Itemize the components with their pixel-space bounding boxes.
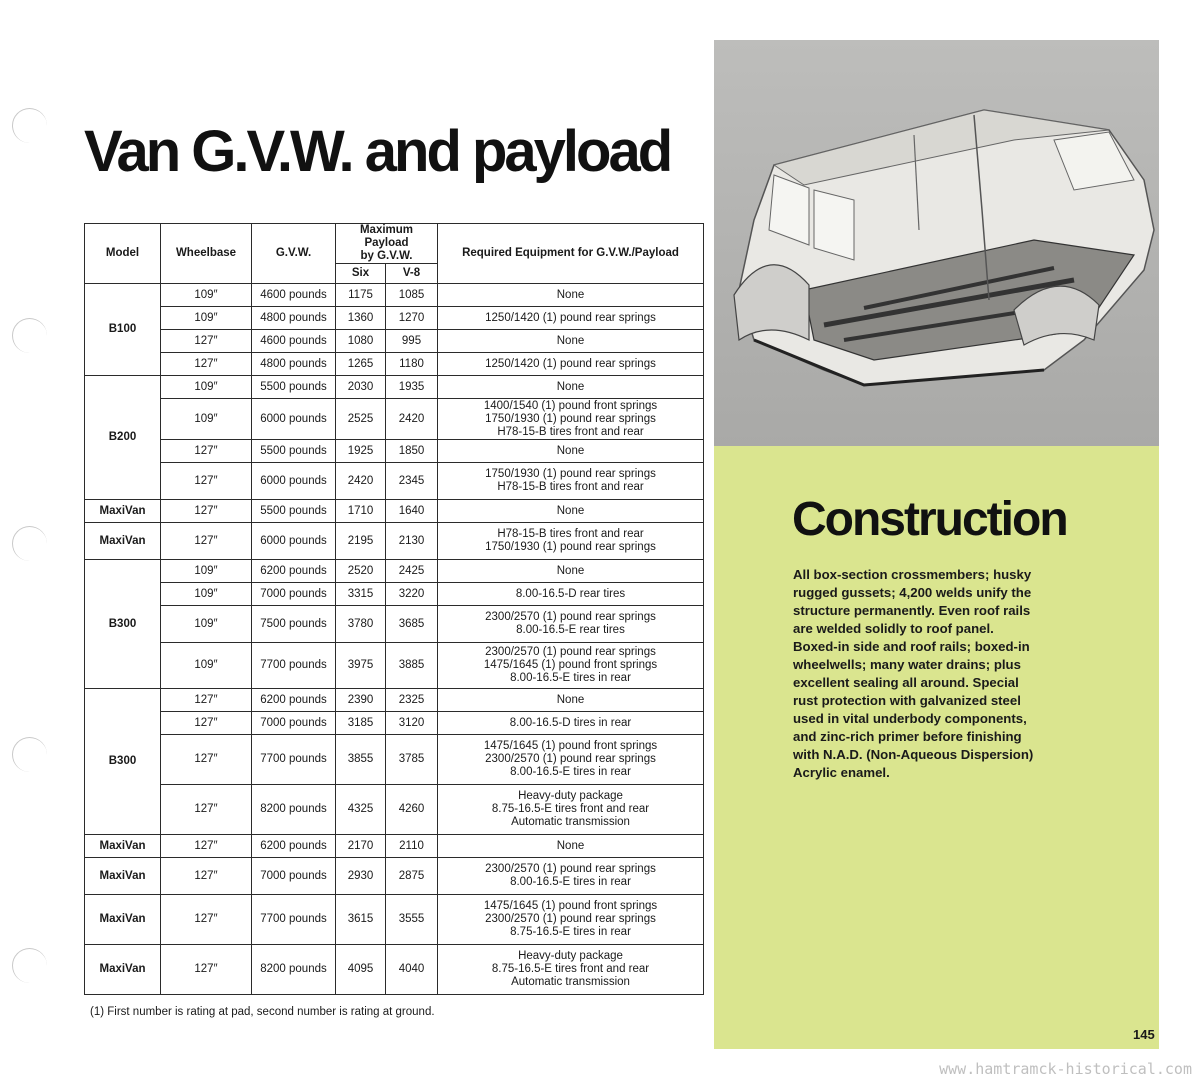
cell-payload-v8: 1180 [386,353,438,376]
cell-wheelbase: 127″ [161,330,252,353]
cell-payload-six: 1925 [336,440,386,463]
header-six: Six [336,264,386,284]
cell-equipment: None [438,689,704,712]
cell-payload-v8: 2325 [386,689,438,712]
cell-gvw: 7500 pounds [252,606,336,643]
cell-payload-six: 2170 [336,835,386,858]
cell-equipment: None [438,440,704,463]
cell-wheelbase: 109″ [161,560,252,583]
table-row [85,945,704,995]
cell-equipment: 1475/1645 (1) pound front springs 2300/2570 (1) pound rear springs 8.75-16.5-E tires in rear [438,895,704,945]
binder-hole [12,948,47,983]
table-row [85,463,704,500]
cell-wheelbase: 109″ [161,307,252,330]
cell-equipment: 1250/1420 (1) pound rear springs [438,353,704,376]
table-row [85,399,704,440]
binder-hole [12,108,47,143]
cell-equipment: Heavy-duty package 8.75-16.5-E tires front and rear Automatic transmission [438,785,704,835]
page-number: 145 [1133,1027,1155,1042]
cell-model: B200 [85,376,161,500]
table-row [85,523,704,560]
cell-payload-six: 3780 [336,606,386,643]
table-row [85,858,704,895]
cell-payload-v8: 3785 [386,735,438,785]
cell-wheelbase: 127″ [161,689,252,712]
cell-payload-v8: 3685 [386,606,438,643]
cell-payload-six: 3185 [336,712,386,735]
cell-gvw: 5500 pounds [252,376,336,399]
cell-payload-six: 1080 [336,330,386,353]
cell-equipment: Heavy-duty package 8.75-16.5-E tires front and rear Automatic transmission [438,945,704,995]
cell-equipment: 8.00-16.5-D tires in rear [438,712,704,735]
header-model: Model [85,224,161,284]
cell-payload-v8: 2345 [386,463,438,500]
table-row [85,500,704,523]
cell-wheelbase: 109″ [161,376,252,399]
cell-wheelbase: 127″ [161,785,252,835]
table-row [85,712,704,735]
van-body-photo [714,40,1159,446]
cell-wheelbase: 109″ [161,284,252,307]
cell-model: MaxiVan [85,523,161,560]
cell-gvw: 7000 pounds [252,712,336,735]
table-row [85,583,704,606]
cell-payload-six: 2930 [336,858,386,895]
cell-gvw: 8200 pounds [252,785,336,835]
cell-wheelbase: 109″ [161,606,252,643]
cell-wheelbase: 127″ [161,835,252,858]
cell-wheelbase: 127″ [161,945,252,995]
cell-equipment: 2300/2570 (1) pound rear springs 1475/1645 (1) pound front springs 8.00-16.5-E tires in rear [438,643,704,689]
cell-model: B100 [85,284,161,376]
cell-gvw: 5500 pounds [252,440,336,463]
cell-model: B300 [85,560,161,689]
cell-wheelbase: 127″ [161,712,252,735]
table-row [85,606,704,643]
cell-payload-v8: 3220 [386,583,438,606]
header-gvw: G.V.W. [252,224,336,284]
cell-model: MaxiVan [85,835,161,858]
header-wheelbase: Wheelbase [161,224,252,284]
cell-payload-v8: 1270 [386,307,438,330]
cell-wheelbase: 127″ [161,500,252,523]
cell-equipment: 2300/2570 (1) pound rear springs 8.00-16.5-E rear tires [438,606,704,643]
cell-payload-v8: 3555 [386,895,438,945]
cell-payload-v8: 1850 [386,440,438,463]
cell-equipment: 1475/1645 (1) pound front springs 2300/2570 (1) pound rear springs 8.00-16.5-E tires in rear [438,735,704,785]
cell-equipment: H78-15-B tires front and rear 1750/1930 (1) pound rear springs [438,523,704,560]
cell-equipment: 2300/2570 (1) pound rear springs 8.00-16.5-E tires in rear [438,858,704,895]
cell-payload-six: 4095 [336,945,386,995]
table-row [85,689,704,712]
cell-wheelbase: 109″ [161,583,252,606]
cell-gvw: 7000 pounds [252,858,336,895]
cell-equipment: 1750/1930 (1) pound rear springs H78-15-B tires front and rear [438,463,704,500]
binder-hole [12,737,47,772]
cell-payload-v8: 2420 [386,399,438,440]
table-row [85,307,704,330]
cell-equipment: None [438,330,704,353]
cell-wheelbase: 127″ [161,523,252,560]
table-row [85,785,704,835]
cell-payload-six: 2420 [336,463,386,500]
cell-equipment: None [438,284,704,307]
cell-wheelbase: 127″ [161,858,252,895]
cell-gvw: 7700 pounds [252,735,336,785]
table-row [85,835,704,858]
table-row [85,353,704,376]
cell-equipment: 8.00-16.5-D rear tires [438,583,704,606]
cell-gvw: 4800 pounds [252,353,336,376]
cell-payload-v8: 2110 [386,835,438,858]
cell-payload-six: 1265 [336,353,386,376]
cell-payload-six: 3975 [336,643,386,689]
cell-wheelbase: 127″ [161,735,252,785]
cell-payload-six: 3855 [336,735,386,785]
cell-wheelbase: 127″ [161,895,252,945]
van-body-shell-illustration [714,40,1159,446]
table-row [85,376,704,399]
cell-payload-v8: 995 [386,330,438,353]
cell-model: B300 [85,689,161,835]
cell-equipment: None [438,500,704,523]
cell-wheelbase: 109″ [161,399,252,440]
cell-wheelbase: 127″ [161,463,252,500]
cell-payload-six: 3615 [336,895,386,945]
cell-payload-six: 1710 [336,500,386,523]
cell-wheelbase: 127″ [161,353,252,376]
cell-gvw: 6000 pounds [252,523,336,560]
cell-payload-v8: 4040 [386,945,438,995]
cell-payload-v8: 1935 [386,376,438,399]
cell-gvw: 4600 pounds [252,284,336,307]
cell-payload-six: 2520 [336,560,386,583]
cell-payload-six: 1360 [336,307,386,330]
cell-payload-v8: 1085 [386,284,438,307]
cell-payload-six: 2525 [336,399,386,440]
cell-gvw: 8200 pounds [252,945,336,995]
header-equipment: Required Equipment for G.V.W./Payload [438,224,704,284]
cell-gvw: 6200 pounds [252,560,336,583]
cell-gvw: 7000 pounds [252,583,336,606]
cell-payload-v8: 2425 [386,560,438,583]
cell-gvw: 4600 pounds [252,330,336,353]
header-max-payload: Maximum Payload by G.V.W. [336,224,438,264]
cell-payload-six: 1175 [336,284,386,307]
cell-gvw: 5500 pounds [252,500,336,523]
cell-payload-v8: 2875 [386,858,438,895]
table-body [85,284,704,995]
cell-payload-v8: 1640 [386,500,438,523]
cell-payload-six: 4325 [336,785,386,835]
table-row [85,643,704,689]
header-v8: V-8 [386,264,438,284]
cell-equipment: 1250/1420 (1) pound rear springs [438,307,704,330]
table-row [85,560,704,583]
table-row [85,440,704,463]
cell-model: MaxiVan [85,945,161,995]
construction-title: Construction [792,493,1067,546]
cell-equipment: 1400/1540 (1) pound front springs 1750/1930 (1) pound rear springs H78-15-B tires front and rear [438,399,704,440]
cell-equipment: None [438,560,704,583]
table-footnote: (1) First number is rating at pad, second number is rating at ground. [90,1006,435,1018]
cell-payload-v8: 2130 [386,523,438,560]
gvw-payload-table [84,223,704,995]
cell-payload-six: 2030 [336,376,386,399]
cell-payload-six: 2195 [336,523,386,560]
cell-gvw: 4800 pounds [252,307,336,330]
table-row [85,284,704,307]
cell-model: MaxiVan [85,895,161,945]
cell-wheelbase: 127″ [161,440,252,463]
table-row [85,330,704,353]
construction-body: All box-section crossmembers; husky rugged gussets; 4,200 welds unify the structure permanently. Even roof rails are welded solidly to roof panel. Boxed-in side and roof rails; boxed-in wheelwells; many water drains; plus excellent sealing all around. Special rust protection with galvanized steel used in vital underbody components, and zinc-rich primer before finishing with N.A.D. (Non-Aqueous Dispersion) Acrylic enamel. [793,567,1034,780]
table-row [85,895,704,945]
cell-gvw: 7700 pounds [252,895,336,945]
cell-payload-v8: 3885 [386,643,438,689]
cell-gvw: 6200 pounds [252,835,336,858]
cell-gvw: 6200 pounds [252,689,336,712]
cell-payload-six: 3315 [336,583,386,606]
table-row [85,735,704,785]
cell-equipment: None [438,376,704,399]
cell-gvw: 6000 pounds [252,463,336,500]
watermark: www.hamtramck-historical.com [939,1060,1192,1078]
cell-wheelbase: 109″ [161,643,252,689]
cell-model: MaxiVan [85,858,161,895]
cell-gvw: 7700 pounds [252,643,336,689]
cell-gvw: 6000 pounds [252,399,336,440]
cell-payload-v8: 4260 [386,785,438,835]
cell-model: MaxiVan [85,500,161,523]
binder-hole [12,318,47,353]
page-title: Van G.V.W. and payload [84,119,671,184]
binder-hole [12,526,47,561]
cell-payload-six: 2390 [336,689,386,712]
cell-payload-v8: 3120 [386,712,438,735]
cell-equipment: None [438,835,704,858]
